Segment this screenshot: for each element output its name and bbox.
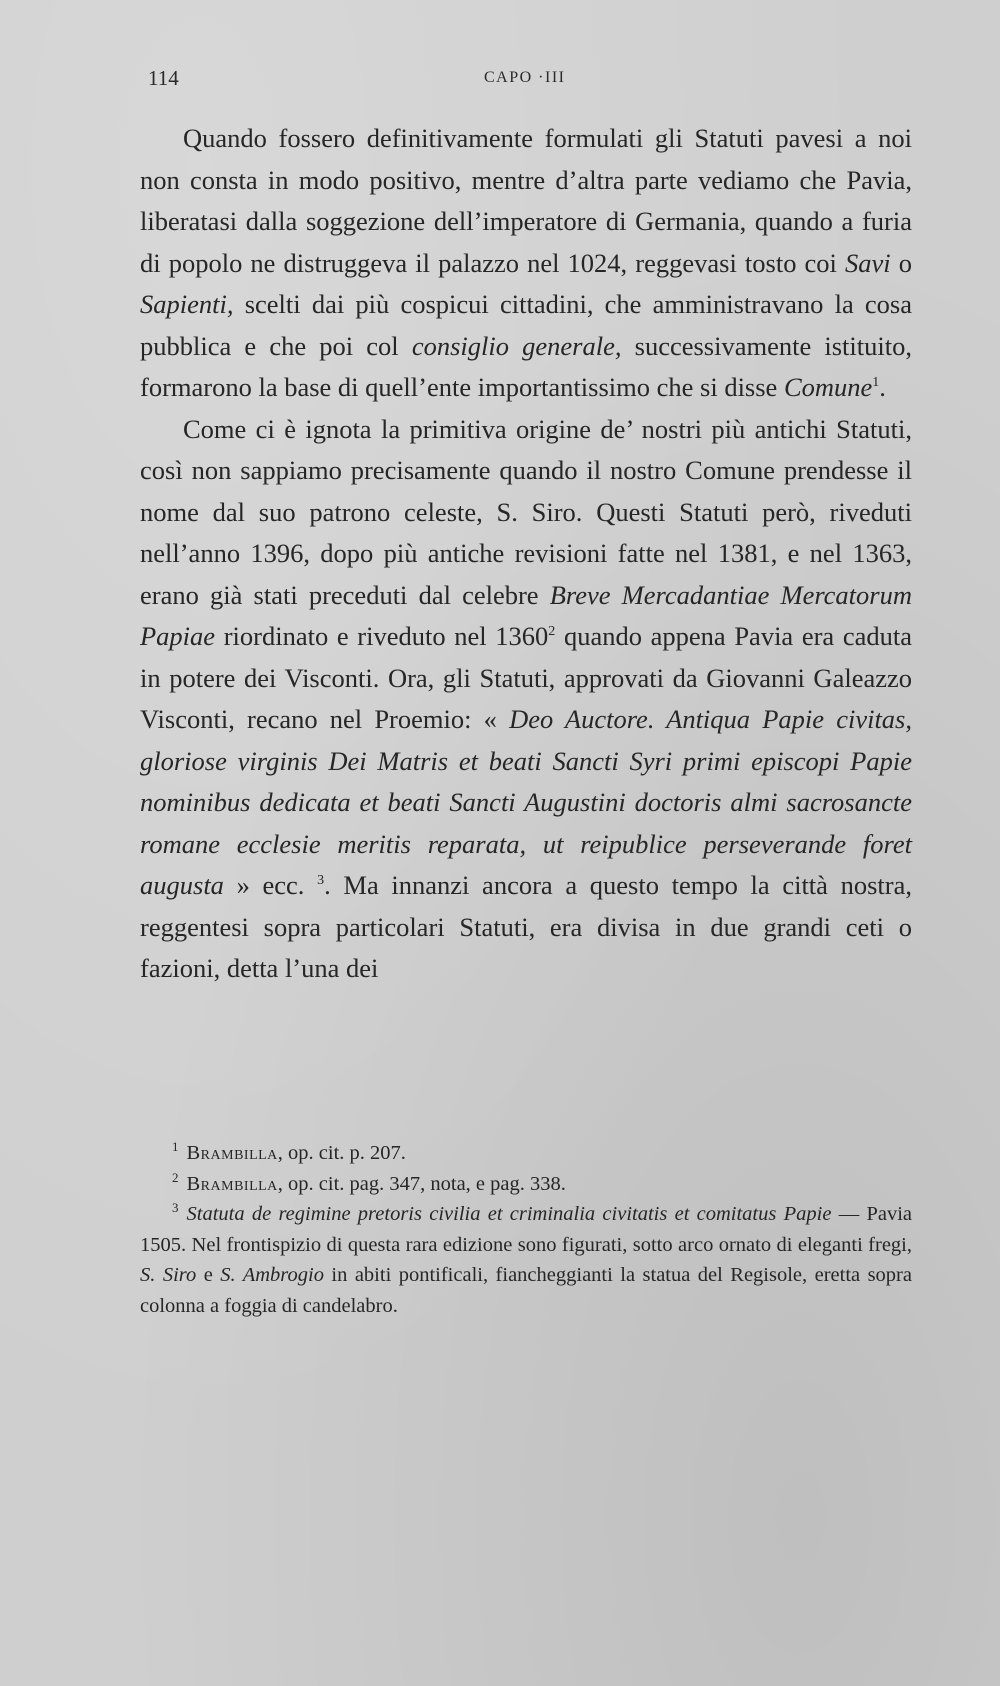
- text-run: riordinato e riveduto nel 1360: [215, 621, 549, 651]
- text-run: » ecc.: [223, 870, 318, 900]
- paragraph-1: [140, 118, 912, 409]
- footnote-ref-3: 3: [317, 873, 325, 889]
- footnote-mark: 3: [172, 1200, 179, 1216]
- footnote-author: Brambilla: [186, 1142, 278, 1164]
- footnote-ref-1: 1: [872, 375, 880, 391]
- text-run: .: [879, 372, 886, 402]
- text-run: quando appena Pavia era caduta in potere dei Visconti. Ora, gli Statuti, approvati da Giovanni Galeazzo Visconti, recano nel Proemio: «: [140, 621, 912, 734]
- footnote-author: Brambilla: [186, 1172, 278, 1195]
- page-number: 114: [148, 66, 179, 90]
- italic-quote: Deo Auctore. Antiqua Papie civitas, gloriose virginis Dei Matris et beati Sancti Syri primi episcopi Papie nominibus dedicata et beati Sancti Augustini doctoris almi sacrosancte romane ecclesie meritis reparata, ut reipublice perseverande foret augusta: [140, 704, 912, 900]
- text-run: Come ci è ignota la primitiva origine de’ nostri più antichi Statuti, così non sappiamo precisamente quando il nostro Comune prendesse il nome dal suo patrono celeste, S. Siro. Questi Statuti però, riveduti nell’anno 1396, dopo più antiche revisioni fatte nel 1381, e nel 1363, erano già stati preceduti dal celebre: [140, 413, 912, 610]
- text-run: . Ma innanzi ancora a questo tempo la città nostra, reggentesi sopra particolari Statuti, era divisa in due grandi ceti o fazioni, detta l’una dei: [140, 870, 912, 983]
- chapter-title: CAPO ·III: [484, 69, 566, 86]
- footnote-title: Statuta de regimine pretoris civilia et criminalia civitatis et comitatus Papie: [186, 1203, 832, 1225]
- footnote-text: , op. cit. p. 207.: [277, 1142, 406, 1164]
- footnote-3: [140, 1199, 912, 1321]
- footnote-mark: 2: [172, 1169, 179, 1185]
- body-text: [140, 118, 912, 990]
- footnote-ref-2: 2: [548, 624, 556, 640]
- footnote-mark: 1: [172, 1139, 179, 1155]
- footnote-1: [140, 1138, 912, 1169]
- footnotes: [140, 1138, 912, 1321]
- footnote-text: e: [196, 1264, 221, 1286]
- footnote-2: [140, 1169, 912, 1200]
- footnote-text: , op. cit. pag. 347, nota, e pag. 338.: [277, 1172, 566, 1195]
- text-run: o: [890, 247, 913, 278]
- paragraph-2: [140, 409, 912, 990]
- italic-run: Comune: [783, 372, 873, 402]
- italic-run: consiglio generale,: [411, 330, 622, 361]
- text-run: Quando fossero definitivamente formulati gli Statuti pavesi a noi non consta in modo positivo, mentre d’altra parte vediamo che Pavia, liberatasi dalla soggezione dell’imperatore di Germania, quando a furia di popolo ne distruggeva il palazzo nel 1024, reggevasi tosto coi: [140, 123, 912, 278]
- footnote-text: — Pavia 1505. Nel frontispizio di questa rara edizione sono figurati, sotto arco ornato di eleganti fregi,: [140, 1203, 912, 1256]
- italic-run: S. Siro: [140, 1264, 197, 1286]
- italic-run: Breve Mercadantiae Mercatorum Papiae: [140, 579, 912, 651]
- running-head: [0, 66, 1000, 96]
- italic-run: Sapienti,: [140, 289, 234, 319]
- italic-run: S. Ambrogio: [220, 1264, 324, 1286]
- text-run: scelti dai più cospicui cittadini, che amministravano la cosa pubblica e che poi col: [140, 289, 912, 361]
- italic-run: Savi: [845, 247, 891, 278]
- footnote-text: in abiti pontificali, fiancheggianti la statua del Regisole, eretta sopra colonna a foggia di candelabro.: [140, 1264, 912, 1317]
- text-run: successivamente istituito, formarono la base di quell’ente importantissimo che si disse: [140, 330, 912, 402]
